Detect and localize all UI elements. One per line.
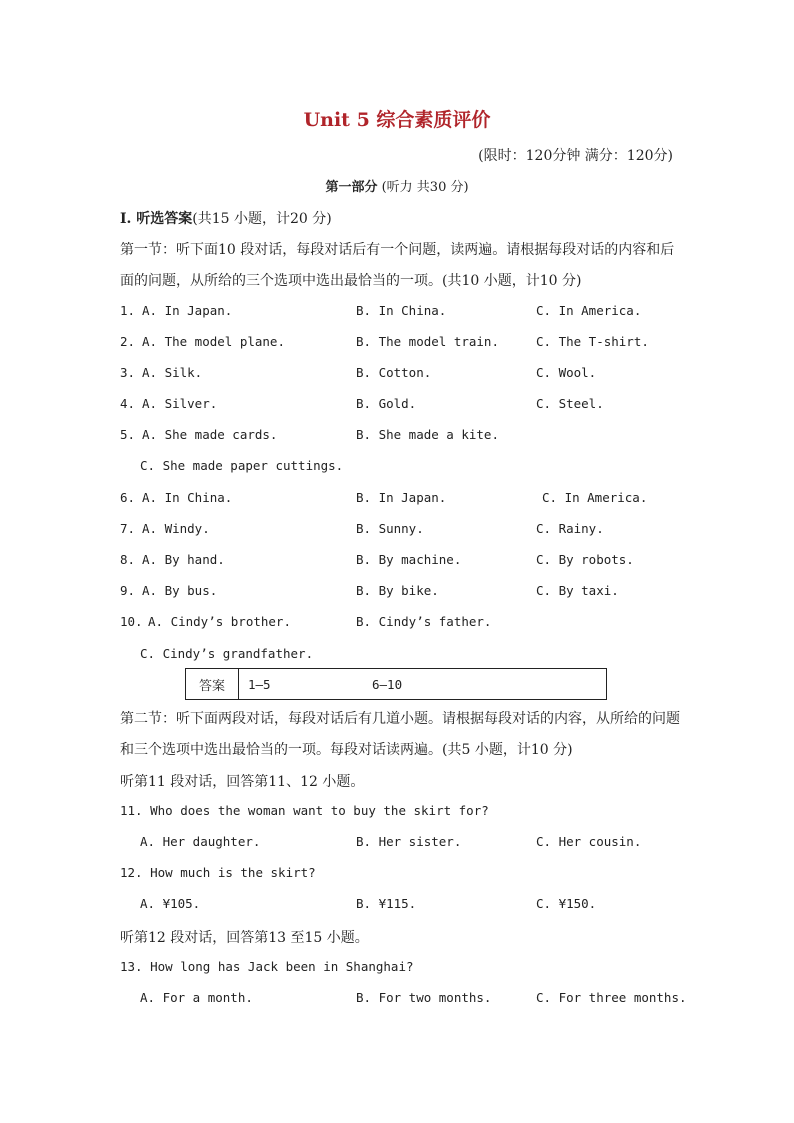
part-subtitle: (听力 共30 分) [381,180,469,195]
question-6-number: 6. [120,490,136,505]
question-13-option-b: B. For two months. [356,990,492,1005]
question-5-option-c: C. She made paper cuttings. [140,458,344,473]
question-3-option-a: A. Silk. [142,365,203,380]
answer-table-label: 答案 [186,669,239,699]
part-title: 第一部分 [325,180,378,195]
question-5-number: 5. [120,427,136,442]
question-11-option-b: B. Her sister. [356,834,462,849]
question-1-option-a: A. In Japan. [142,303,233,318]
section1-label: I. 听选答案 [120,211,193,227]
question-4-option-c: C. Steel. [536,396,604,411]
question-10-number: 10. [120,614,143,629]
question-7-option-b: B. Sunny. [356,521,424,536]
question-10-option-c: C. Cindy’s grandfather. [140,646,314,661]
question-11: 11. Who does the woman want to buy the skirt for? [120,803,489,818]
question-1-number: 1. [120,303,136,318]
section1-heading [120,208,332,228]
question-1-option-c: C. In America. [536,303,642,318]
part-heading [0,176,794,195]
question-3-option-c: C. Wool. [536,365,597,380]
question-8-option-c: C. By robots. [536,552,634,567]
question-9-option-c: C. By taxi. [536,583,619,598]
question-4-option-b: B. Gold. [356,396,417,411]
question-2-option-b: B. The model train. [356,334,499,349]
question-11-option-a: A. Her daughter. [140,834,261,849]
question-4-number: 4. [120,396,136,411]
question-1-option-b: B. In China. [356,303,447,318]
question-5-option-b: B. She made a kite. [356,427,499,442]
question-2-option-a: A. The model plane. [142,334,285,349]
answer-range-1-5: 1—5 [248,677,271,692]
question-2-option-c: C. The T-shirt. [536,334,649,349]
question-11-option-c: C. Her cousin. [536,834,642,849]
question-12-option-b: B. ¥115. [356,896,417,911]
page-title: Unit 5 综合素质评价 [303,109,491,131]
section1-instruction-line2: 面的问题，从所给的三个选项中选出最恰当的一项。(共10 小题，计10 分) [120,273,582,289]
question-6-option-c: C. In America. [542,490,648,505]
question-8-number: 8. [120,552,136,567]
dialog-12-intro: 听第12 段对话，回答第13 至15 小题。 [120,930,369,946]
question-3-number: 3. [120,365,136,380]
question-12-option-c: C. ¥150. [536,896,597,911]
section1-score: (共15 小题，计20 分) [192,211,332,227]
question-7-option-c: C. Rainy. [536,521,604,536]
answer-table [185,668,607,700]
question-6-option-b: B. In Japan. [356,490,447,505]
question-9-option-a: A. By bus. [142,583,218,598]
question-10-option-b: B. Cindy’s father. [356,614,492,629]
question-9-option-b: B. By bike. [356,583,439,598]
question-13-option-a: A. For a month. [140,990,253,1005]
answer-range-6-10: 6—10 [372,677,403,692]
question-9-number: 9. [120,583,136,598]
dialog-11-intro: 听第11 段对话，回答第11、12 小题。 [120,774,365,790]
question-12-option-a: A. ¥105. [140,896,201,911]
section2-instruction-line1: 第二节：听下面两段对话，每段对话后有几道小题。请根据每段对话的内容，从所给的问题 [120,711,680,727]
question-8-option-b: B. By machine. [356,552,462,567]
question-2-number: 2. [120,334,136,349]
question-3-option-b: B. Cotton. [356,365,432,380]
question-5-option-a: A. She made cards. [142,427,278,442]
question-13-option-c: C. For three months. [536,990,687,1005]
question-4-option-a: A. Silver. [142,396,218,411]
question-7-option-a: A. Windy. [142,521,210,536]
question-12: 12. How much is the skirt? [120,865,316,880]
question-13: 13. How long has Jack been in Shanghai? [120,959,414,974]
section1-instruction-line1: 第一节：听下面10 段对话，每段对话后有一个问题，读两遍。请根据每段对话的内容和后 [120,242,675,258]
time-score-note: (限时：120分钟 满分：120分) [478,148,673,164]
question-6-option-a: A. In China. [142,490,233,505]
question-7-number: 7. [120,521,136,536]
question-10-option-a: A. Cindy’s brother. [148,614,291,629]
section2-instruction-line2: 和三个选项中选出最恰当的一项。每段对话读两遍。(共5 小题，计10 分) [120,742,573,758]
question-8-option-a: A. By hand. [142,552,225,567]
